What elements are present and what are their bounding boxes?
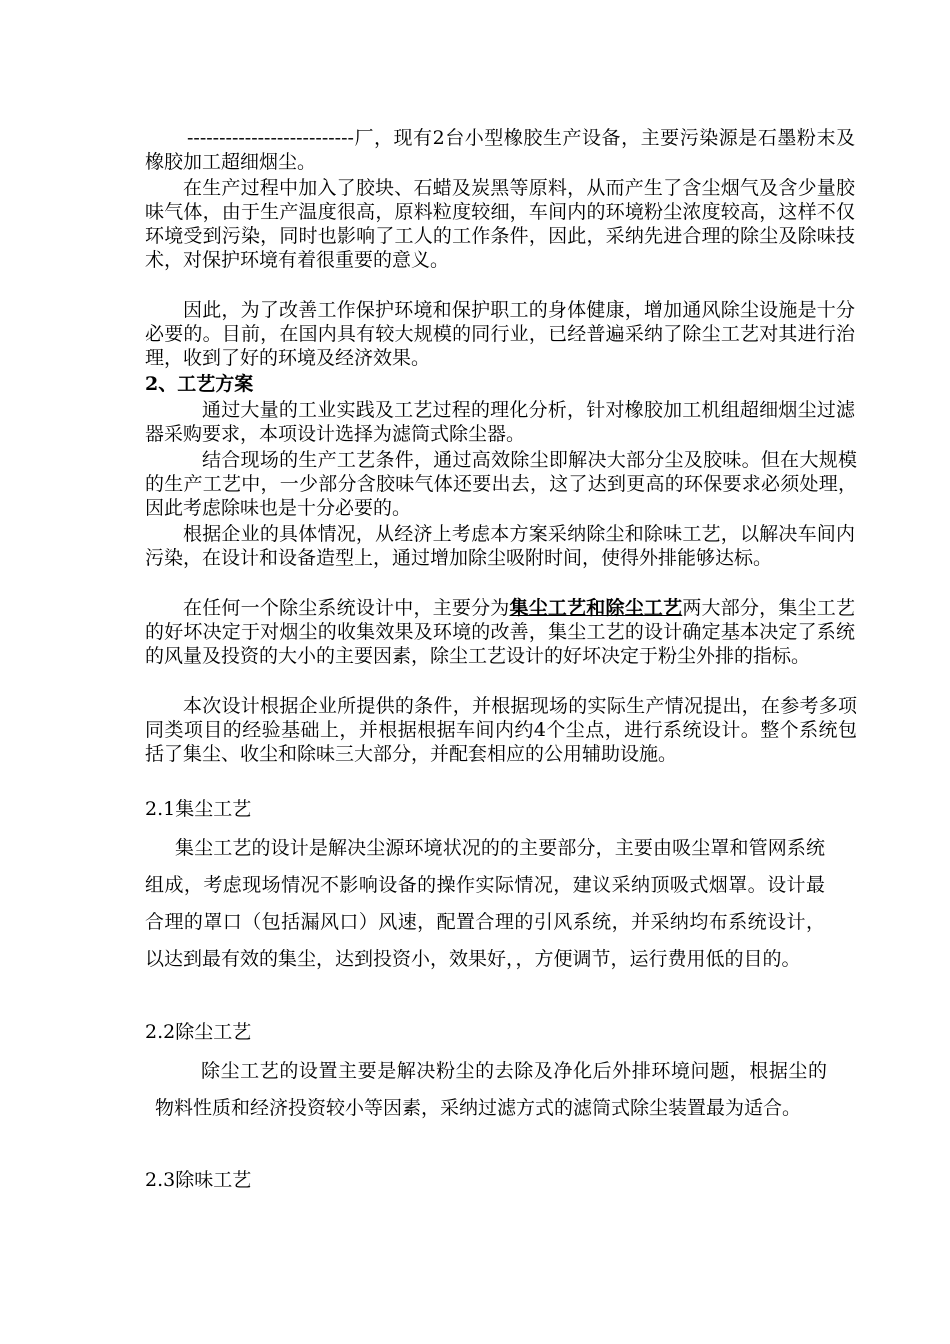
paragraph-system-design [145,596,855,668]
section-heading-dust-removal: 2.2除尘工艺 [145,1021,252,1043]
section-heading-dust-collection: 2.1集尘工艺 [145,798,252,820]
paragraph-necessity: 因此，为了改善工作保护环境和保护职工的身体健康，增加通风除尘设施是十分必要的。目前，在国内具有较大规模的同行业，已经普遍采纳了除尘工艺对其进行治理，收到了好的环境及经济效果。 [145,299,855,369]
underlined-emphasis: 集尘工艺和除尘工艺 [509,597,683,619]
section-heading-odor-removal: 2.3除味工艺 [145,1169,252,1191]
paragraph-enterprise-situation: 根据企业的具体情况，从经济上考虑本方案采纳除尘和除味工艺，以解决车间内污染，在设计和设备造型上，通过增加除尘吸附时间，使得外排能够达标。 [145,523,855,569]
paragraph-dust-collection: 集尘工艺的设计是解决尘源环境状况的的主要部分，主要由吸尘罩和管网系统组成，考虑现场情况不影响设备的操作实际情况，建议采纳顶吸式烟罩。设计最合理的罩口（包括漏风口）风速，配置合理的引风系统，并采纳均布系统设计，以达到最有效的集尘，达到投资小，效果好，，方便调节，运行费用低的目的。 [145,837,825,970]
paragraph-text-a: 在任何一个除尘系统设计中，主要分为 [183,597,510,619]
paragraph-production-process: 在生产过程中加入了胶块、石蜡及炭黑等原料，从而产生了含尘烟气及含少量胶味气体，由于生产温度很高，原料粒度较细，车间内的环境粉尘浓度较高，这样不仅环境受到污染，同时也影响了工人的工作条件，因此，采纳先进合理的除尘及除味技术，对保护环境有着很重要的意义。 [145,177,855,271]
paragraph-design-basis: 本次设计根据企业所提供的条件，并根据现场的实际生产情况提出，在参考多项同类项目的经验基础上，并根据根据车间内约4个尘点，进行系统设计。整个系统包括了集尘、收尘和除味三大部分，并配套相应的公用辅助设施。 [145,695,857,765]
paragraph-intro: --------------------------厂，现有2台小型橡胶生产设备，主要污染源是石墨粉末及橡胶加工超细烟尘。 [145,127,855,173]
section-heading-process-plan: 2、工艺方案 [145,373,254,395]
paragraph-dust-removal: 除尘工艺的设置主要是解决粉尘的去除及净化后外排环境问题，根据尘的物料性质和经济投资较小等因素，采纳过滤方式的滤筒式除尘装置最为适合。 [155,1060,827,1119]
paragraph-filter-selection: 通过大量的工业实践及工艺过程的理化分析，针对橡胶加工机组超细烟尘过滤器采购要求，本项设计选择为滤筒式除尘器。 [145,399,855,445]
paragraph-text-b: 两大部分，集尘工艺的好坏决定于对烟尘的收集效果及环境的改善，集尘工艺的设计确定基本决定了系统的风量及投资的大小的主要因素，除尘工艺设计的好坏决定于粉尘外排的指标。 [145,597,855,667]
paragraph-odor-removal: 结合现场的生产工艺条件，通过高效除尘即解决大部分尘及胶味。但在大规模的生产工艺中，一少部分含胶味气体还要出去，这了达到更高的环保要求必须处理，因此考虑除味也是十分必要的。 [145,449,857,519]
